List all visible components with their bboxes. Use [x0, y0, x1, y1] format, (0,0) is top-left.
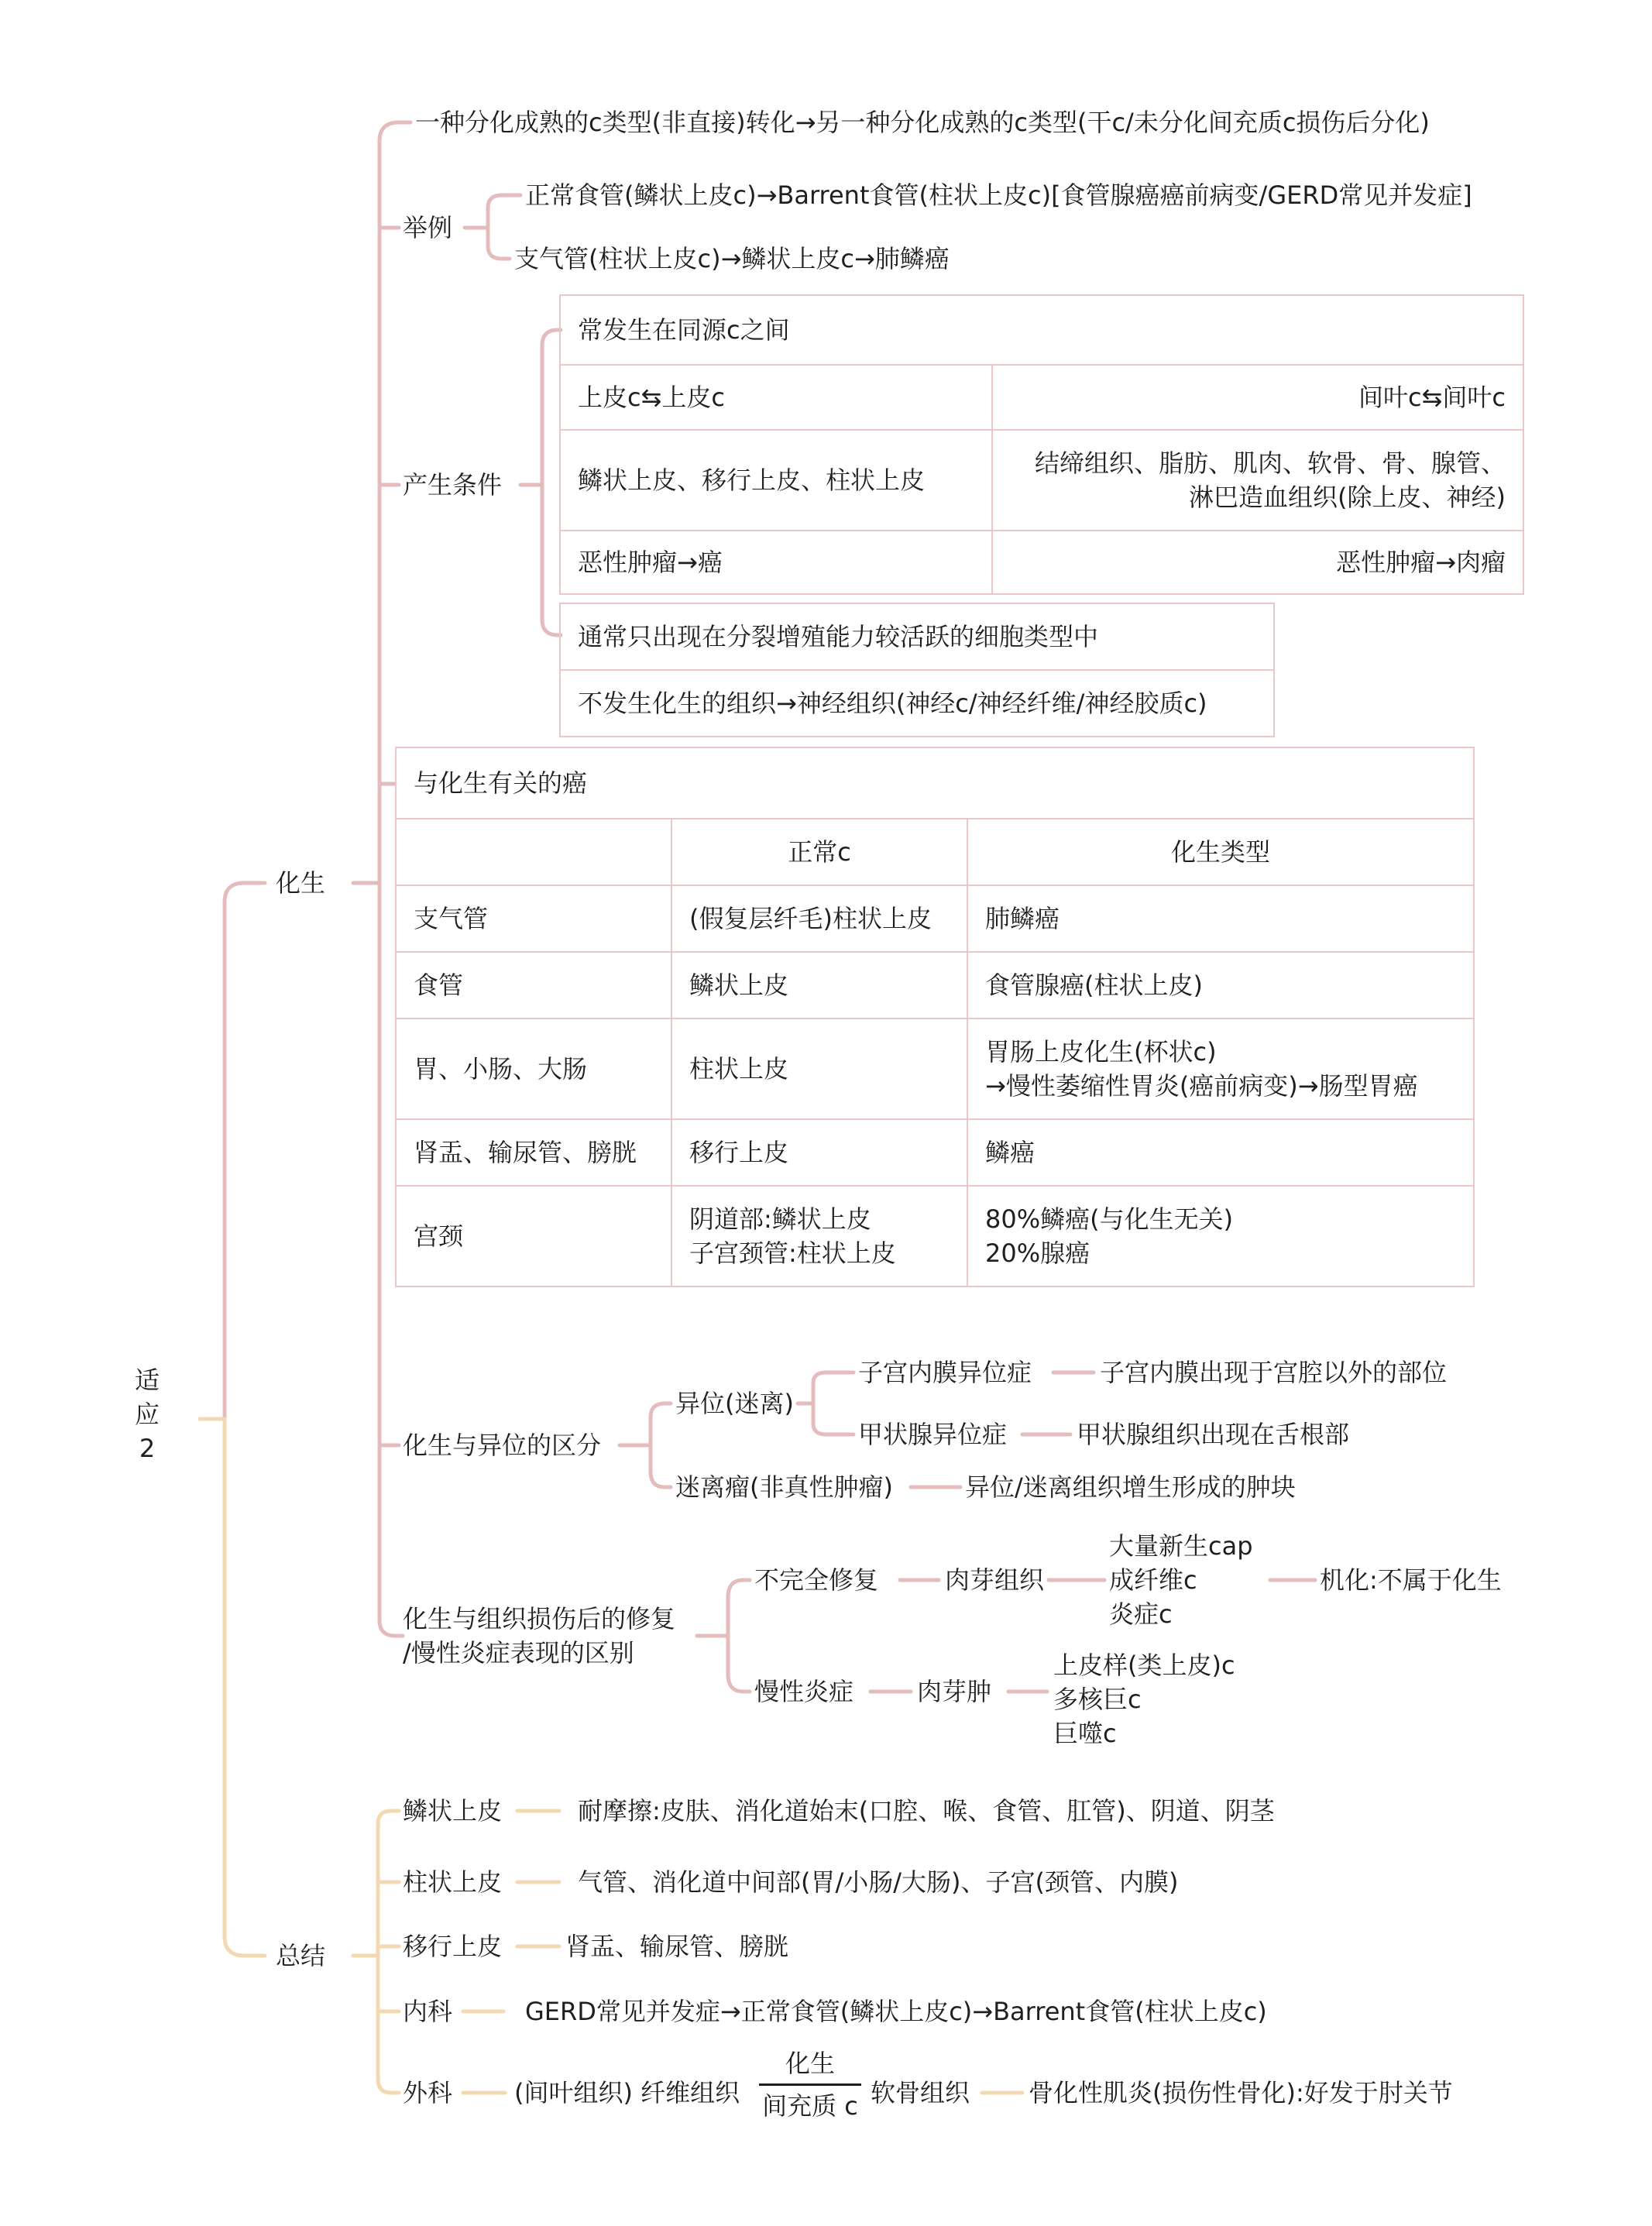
- table-header: [396, 819, 671, 885]
- node-summary[interactable]: 总结: [276, 1941, 326, 1970]
- node-conditions[interactable]: 产生条件: [403, 470, 503, 500]
- summary-item-transitional[interactable]: 移行上皮: [403, 1932, 503, 1961]
- table-cell: 恶性肿瘤→癌: [560, 531, 992, 594]
- node-endometriosis[interactable]: 子宫内膜异位症: [858, 1358, 1032, 1387]
- table-cell: 支气管: [396, 885, 671, 952]
- table-header: 正常c: [671, 819, 967, 885]
- summary-item-surgery[interactable]: 外科: [403, 2078, 453, 2107]
- root-node[interactable]: 适应2: [134, 1365, 160, 1463]
- table-cell: 鳞状上皮、移行上皮、柱状上皮: [560, 430, 992, 531]
- condition-table-2: [559, 603, 1275, 737]
- homologous-header: 常发生在同源c之间: [560, 295, 1523, 365]
- fraction-bar: [759, 2083, 861, 2086]
- example-item[interactable]: 支气管(柱状上皮c)→鳞状上皮c→肺鳞癌: [514, 244, 950, 273]
- table-cell: 80%鳞癌(与化生无关) 20%腺癌: [967, 1186, 1474, 1286]
- node-ectopic[interactable]: 异位(迷离): [675, 1389, 794, 1418]
- choristoma-desc[interactable]: 异位/迷离组织增生形成的肿块: [965, 1472, 1296, 1502]
- surgery-desc[interactable]: 骨化性肌炎(损伤性骨化):好发于肘关节: [1029, 2078, 1453, 2107]
- summary-desc[interactable]: 气管、消化道中间部(胃/小肠/大肠)、子宫(颈管、内膜): [578, 1867, 1179, 1897]
- table-cell: 间叶c⇆间叶c: [992, 365, 1523, 430]
- node-incomplete-repair[interactable]: 不完全修复: [754, 1565, 879, 1595]
- node-examples[interactable]: 举例: [403, 213, 453, 242]
- cancer-table: [395, 747, 1475, 1287]
- table-cell: 鳞癌: [967, 1119, 1474, 1186]
- ectopic-thyroid-desc[interactable]: 甲状腺组织出现在舌根部: [1077, 1420, 1350, 1449]
- table-cell: 柱状上皮: [671, 1019, 967, 1119]
- node-granulation-tissue[interactable]: 肉芽组织: [945, 1565, 1045, 1595]
- table-header: 化生类型: [967, 819, 1474, 885]
- metaplasia-definition[interactable]: 一种分化成熟的c类型(非直接)转化→另一种分化成熟的c类型(干c/未分化间充质c损伤后分化): [415, 108, 1430, 137]
- table-cell: 鳞状上皮: [671, 952, 967, 1019]
- table-cell: 食管: [396, 952, 671, 1019]
- example-item[interactable]: 正常食管(鳞状上皮c)→Barrent食管(柱状上皮c)[食管腺癌癌前病变/GERD常见并发症]: [525, 180, 1472, 210]
- cancer-table-title: 与化生有关的癌: [396, 747, 1474, 819]
- node-metaplasia[interactable]: 化生: [276, 868, 326, 898]
- summary-item-columnar[interactable]: 柱状上皮: [403, 1867, 503, 1897]
- table-cell: (假复层纤毛)柱状上皮: [671, 885, 967, 952]
- table-cell: 结缔组织、脂肪、肌肉、软骨、骨、腺管、 淋巴造血组织(除上皮、神经): [992, 430, 1523, 531]
- granulation-components[interactable]: 大量新生cap 成纤维c 炎症c: [1109, 1531, 1253, 1629]
- summary-desc[interactable]: 肾盂、输尿管、膀胱: [565, 1932, 789, 1961]
- table-cell: 食管腺癌(柱状上皮): [967, 952, 1474, 1019]
- node-chronic-inflammation[interactable]: 慢性炎症: [754, 1677, 854, 1706]
- surgery-pre[interactable]: (间叶组织) 纤维组织: [514, 2078, 740, 2107]
- table-cell: 移行上皮: [671, 1119, 967, 1186]
- table-cell: 通常只出现在分裂增殖能力较活跃的细胞类型中: [560, 603, 1274, 670]
- endometriosis-desc[interactable]: 子宫内膜出现于宫腔以外的部位: [1100, 1358, 1448, 1387]
- table-cell: 不发生化生的组织→神经组织(神经c/神经纤维/神经胶质c): [560, 670, 1274, 737]
- node-ectopic-thyroid[interactable]: 甲状腺异位症: [858, 1420, 1008, 1449]
- table-cell: 肺鳞癌: [967, 885, 1474, 952]
- summary-item-squamous[interactable]: 鳞状上皮: [403, 1796, 503, 1826]
- granuloma-components[interactable]: 上皮样(类上皮)c 多核巨c 巨噬c: [1053, 1651, 1235, 1748]
- table-cell: 肾盂、输尿管、膀胱: [396, 1119, 671, 1186]
- fraction-numerator: 化生: [785, 2049, 835, 2078]
- table-cell: 上皮c⇆上皮c: [560, 365, 992, 430]
- homologous-table: [559, 294, 1524, 595]
- node-granuloma[interactable]: 肉芽肿: [917, 1677, 992, 1706]
- node-repair[interactable]: 化生与组织损伤后的修复 /慢性炎症表现的区别: [403, 1604, 676, 1668]
- node-ectopia[interactable]: 化生与异位的区分: [403, 1431, 602, 1460]
- table-cell: 胃、小肠、大肠: [396, 1019, 671, 1119]
- table-cell: 阴道部:鳞状上皮 子宫颈管:柱状上皮: [671, 1186, 967, 1286]
- surgery-fraction: [759, 2046, 861, 2123]
- surgery-post[interactable]: 软骨组织: [871, 2078, 970, 2107]
- node-organization[interactable]: 机化:不属于化生: [1320, 1565, 1502, 1595]
- node-choristoma[interactable]: 迷离瘤(非真性肿瘤): [675, 1472, 893, 1502]
- table-cell: 恶性肿瘤→肉瘤: [992, 531, 1523, 594]
- summary-desc[interactable]: GERD常见并发症→正常食管(鳞状上皮c)→Barrent食管(柱状上皮c): [525, 1997, 1267, 2026]
- summary-item-internal[interactable]: 内科: [403, 1997, 453, 2026]
- fraction-denominator: 间充质 c: [762, 2091, 858, 2121]
- summary-desc[interactable]: 耐摩擦:皮肤、消化道始末(口腔、喉、食管、肛管)、阴道、阴茎: [578, 1796, 1275, 1826]
- table-cell: 胃肠上皮化生(杯状c) →慢性萎缩性胃炎(癌前病变)→肠型胃癌: [967, 1019, 1474, 1119]
- table-cell: 宫颈: [396, 1186, 671, 1286]
